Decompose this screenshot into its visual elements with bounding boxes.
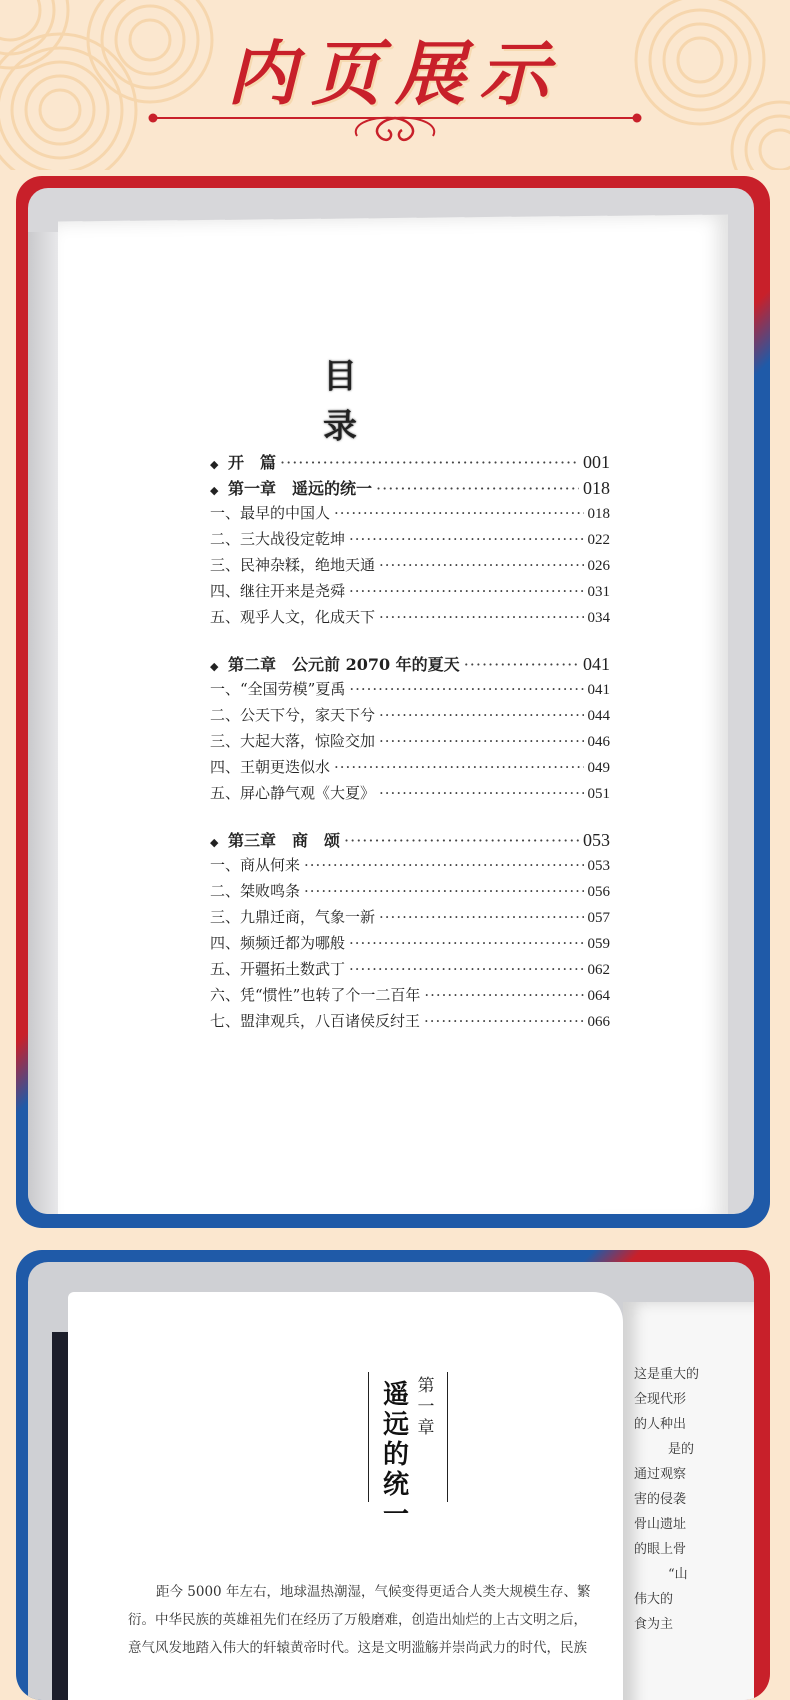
toc-entry-label: 四、频频迁都为哪般 (210, 934, 346, 952)
toc-entry-label: 六、凭“惯性”也转了个一二百年 (210, 986, 421, 1004)
page-title: 内页展示 (227, 32, 563, 115)
toc-item-row (210, 704, 610, 730)
toc-page-number: 064 (587, 988, 610, 1004)
right-page-line: 伟大的 (634, 1592, 674, 1607)
diamond-bullet-icon: ◆ (210, 458, 219, 471)
toc-leader-dots (379, 608, 583, 626)
toc-item-row (210, 906, 610, 932)
toc-entry-label: 三、九鼎迁商，气象一新 (210, 908, 376, 926)
right-page-line: 的眼上骨 (634, 1542, 687, 1557)
toc-item-row (210, 528, 610, 554)
toc-item-row (210, 958, 610, 984)
toc-entry-label: 四、王朝更迭似水 (210, 758, 331, 776)
toc-entry-label: 二、桀败鸣条 (210, 882, 301, 900)
toc-leader-dots (379, 908, 583, 926)
toc-page-number: 044 (587, 708, 610, 724)
toc-leader-dots (349, 582, 583, 600)
toc-leader-dots (334, 758, 583, 776)
preview-frame-chapter (16, 1250, 770, 1700)
toc-item-row (210, 730, 610, 756)
right-page-line: “山 (668, 1567, 688, 1582)
toc-item-row (210, 1010, 610, 1036)
toc-page-number: 001 (583, 452, 610, 472)
toc-entry-label: 第二章 公元前 2070 年的夏天 (228, 655, 460, 674)
right-page-text (634, 1362, 754, 1637)
toc-page-number: 049 (587, 760, 610, 776)
body-line: 意气风发地踏入伟大的轩辕黄帝时代。这是文明滥觞并崇尚武力的时代，民族 (128, 1640, 587, 1656)
toc-chapter-row (210, 652, 610, 678)
diamond-bullet-icon: ◆ (210, 836, 219, 849)
body-line: 衍。中华民族的英雄祖先们在经历了万般磨难，创造出灿烂的上古文明之后， (128, 1612, 587, 1628)
book-photo-chapter (28, 1262, 754, 1700)
toc-entry-label: 三、民神杂糅，绝地天通 (210, 556, 376, 574)
toc-leader-dots (349, 530, 583, 548)
toc-entry-label: 第三章 商 颂 (228, 831, 341, 850)
toc-page-number: 018 (583, 478, 610, 498)
toc-leader-dots (464, 655, 579, 674)
toc-item-row (210, 854, 610, 880)
diamond-bullet-icon: ◆ (210, 484, 219, 497)
right-page-line: 是的 (668, 1442, 695, 1457)
toc-leader-dots (344, 831, 579, 850)
toc-leader-dots (379, 784, 583, 802)
toc-item-row (210, 678, 610, 704)
toc-entry-label: 二、三大战役定乾坤 (210, 530, 346, 548)
toc-leader-dots (379, 732, 583, 750)
chapter-body-text (128, 1578, 628, 1662)
toc-item-row (210, 580, 610, 606)
toc-entry-label: 五、观乎人文，化成天下 (210, 608, 376, 626)
toc-page-number: 051 (587, 786, 610, 802)
right-page-line: 这是重大的 (634, 1367, 700, 1382)
toc-item-row (210, 502, 610, 528)
header-banner (0, 0, 790, 170)
toc-entry-label: 七、盟津观兵，八百诸侯反纣王 (210, 1012, 421, 1030)
toc-heading-char: 录 (323, 406, 357, 447)
toc-leader-dots (334, 504, 583, 522)
toc-entry-label: 五、屏心静气观《大夏》 (210, 784, 376, 802)
toc-entry-label: 三、大起大落，惊险交加 (210, 732, 376, 750)
toc-page-number: 041 (587, 682, 610, 698)
toc-page-number: 053 (587, 858, 610, 874)
toc-page-number: 066 (587, 1014, 610, 1030)
toc-page-number: 031 (587, 584, 610, 600)
toc-leader-dots (349, 680, 583, 698)
toc-entry-label: 一、最早的中国人 (210, 504, 331, 522)
toc-heading (320, 356, 360, 456)
chapter-number (415, 1376, 437, 1439)
toc-item-row (210, 554, 610, 580)
right-page-line: 全现代形 (634, 1392, 687, 1407)
toc-entry-label: 开 篇 (228, 453, 277, 472)
right-page-line: 害的侵袭 (634, 1492, 687, 1507)
toc-leader-dots (349, 934, 583, 952)
chapter-title-char: 一 (382, 1500, 409, 1530)
right-page-line: 骨山遗址 (634, 1517, 687, 1532)
toc-chapter-row (210, 476, 610, 502)
toc-page-number: 053 (583, 830, 610, 850)
toc-leader-dots (280, 453, 579, 472)
toc-leader-dots (304, 882, 583, 900)
chapter-title-char: 远 (382, 1410, 409, 1440)
toc-list (210, 450, 610, 1036)
book-photo-toc (28, 188, 754, 1214)
toc-page-number: 056 (587, 884, 610, 900)
toc-chapter-row (210, 828, 610, 854)
toc-leader-dots (349, 960, 583, 978)
right-page-line: 通过观察 (634, 1467, 687, 1482)
toc-page-number: 022 (587, 532, 610, 548)
book-page-edge (28, 232, 62, 1214)
toc-item-row (210, 984, 610, 1010)
chapter-number-char: 第 (417, 1376, 435, 1396)
right-page-line: 食为主 (634, 1617, 674, 1632)
toc-page-number: 062 (587, 962, 610, 978)
toc-leader-dots (424, 986, 583, 1004)
toc-item-row (210, 880, 610, 906)
toc-leader-dots (379, 556, 583, 574)
body-line: 距今 5000 年左右，地球温热潮湿，气候变得更适合人类大规模生存、繁 (156, 1584, 591, 1600)
preview-frame-toc (16, 176, 770, 1228)
toc-item-row (210, 606, 610, 632)
toc-entry-label: 五、开疆拓土数武丁 (210, 960, 346, 978)
toc-leader-dots (379, 706, 583, 724)
toc-chapter-row (210, 450, 610, 476)
right-page-line: 的人种出 (634, 1417, 687, 1432)
chapter-number-char: 一 (417, 1397, 435, 1417)
toc-entry-label: 二、公天下兮，家天下兮 (210, 706, 376, 724)
chapter-title-box (368, 1372, 448, 1530)
toc-item-row (210, 756, 610, 782)
toc-heading-char: 目 (323, 356, 357, 397)
toc-leader-dots (304, 856, 583, 874)
book-spine (52, 1332, 68, 1700)
toc-page-number: 041 (583, 654, 610, 674)
toc-leader-dots (376, 479, 579, 498)
toc-entry-label: 第一章 遥远的统一 (228, 479, 373, 498)
chapter-title (381, 1380, 411, 1530)
toc-entry-label: 一、“全国劳模”夏禹 (210, 680, 346, 698)
toc-page-number: 057 (587, 910, 610, 926)
chapter-title-char: 遥 (382, 1380, 409, 1410)
toc-page-number: 059 (587, 936, 610, 952)
chapter-title-char: 的 (382, 1440, 409, 1470)
chapter-number-char: 章 (417, 1418, 435, 1438)
toc-leader-dots (424, 1012, 583, 1030)
diamond-bullet-icon: ◆ (210, 660, 219, 673)
toc-entry-label: 四、继往开来是尧舜 (210, 582, 346, 600)
toc-item-row (210, 782, 610, 808)
toc-page-number: 046 (587, 734, 610, 750)
toc-page-number: 018 (587, 506, 610, 522)
divider-ornament-icon (145, 100, 645, 150)
toc-item-row (210, 932, 610, 958)
toc-page-number: 034 (587, 610, 610, 626)
toc-page-number: 026 (587, 558, 610, 574)
toc-entry-label: 一、商从何来 (210, 856, 301, 874)
chapter-title-char: 统 (382, 1470, 409, 1500)
